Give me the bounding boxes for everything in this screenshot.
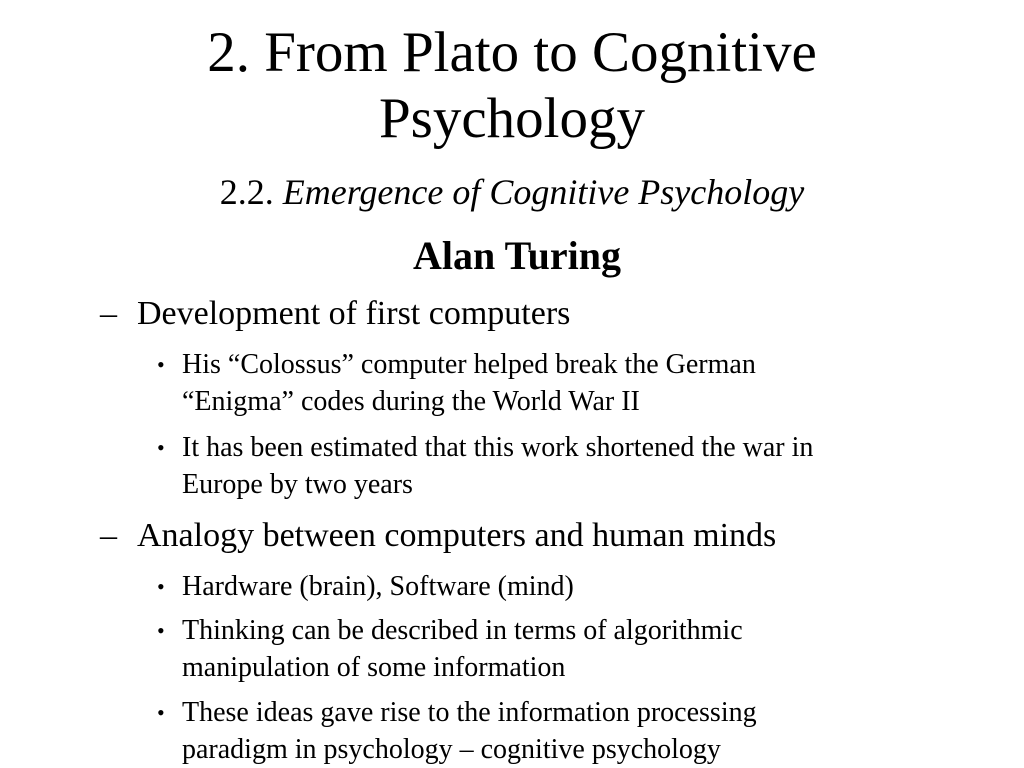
slide-title xyxy=(0,20,1024,152)
sub-list-item xyxy=(100,694,960,768)
bullet-marker: • xyxy=(157,435,165,460)
sub-list-item-line: Thinking can be described in terms of algorithmic xyxy=(182,615,743,646)
slide-title-line-2: Psychology xyxy=(378,87,646,150)
bullet-marker: • xyxy=(157,352,165,377)
sub-list-item xyxy=(100,429,960,503)
sub-list-item-line: “Enigma” codes during the World War II xyxy=(182,386,640,417)
sub-list-item-line: Europe by two years xyxy=(182,469,413,500)
dash-marker: – xyxy=(100,295,117,332)
list-item-text: Development of first computers xyxy=(137,295,571,332)
sub-list-item-line: manipulation of some information xyxy=(182,652,566,683)
slide-subtitle xyxy=(0,168,1024,216)
sub-list-item-line: Hardware (brain), Software (mind) xyxy=(182,571,574,602)
list-item-text: Analogy between computers and human minds xyxy=(137,517,777,554)
subtitle-number: 2.2. xyxy=(219,172,274,212)
slide-title-line-1: 2. From Plato to Cognitive xyxy=(207,21,817,84)
sub-list-item xyxy=(100,612,960,686)
list-item xyxy=(100,292,960,336)
bullet-marker: • xyxy=(157,618,165,643)
bullet-marker: • xyxy=(157,574,165,599)
bullet-marker: • xyxy=(157,700,165,725)
dash-marker: – xyxy=(100,517,117,554)
sub-list-item-line: paradigm in psychology – cognitive psychology xyxy=(182,734,721,765)
sub-list-item-line: These ideas gave rise to the information processing xyxy=(182,697,757,728)
section-heading: Alan Turing xyxy=(413,233,621,278)
sub-list-item-line: It has been estimated that this work shortened the war in xyxy=(182,432,814,463)
sub-list-item xyxy=(100,346,960,420)
sub-list-item xyxy=(100,568,960,605)
list-item xyxy=(100,514,960,558)
slide-content xyxy=(100,292,960,768)
subtitle-text: Emergence of Cognitive Psychology xyxy=(282,172,805,212)
sub-list-item-line: His “Colossus” computer helped break the German xyxy=(182,349,756,380)
